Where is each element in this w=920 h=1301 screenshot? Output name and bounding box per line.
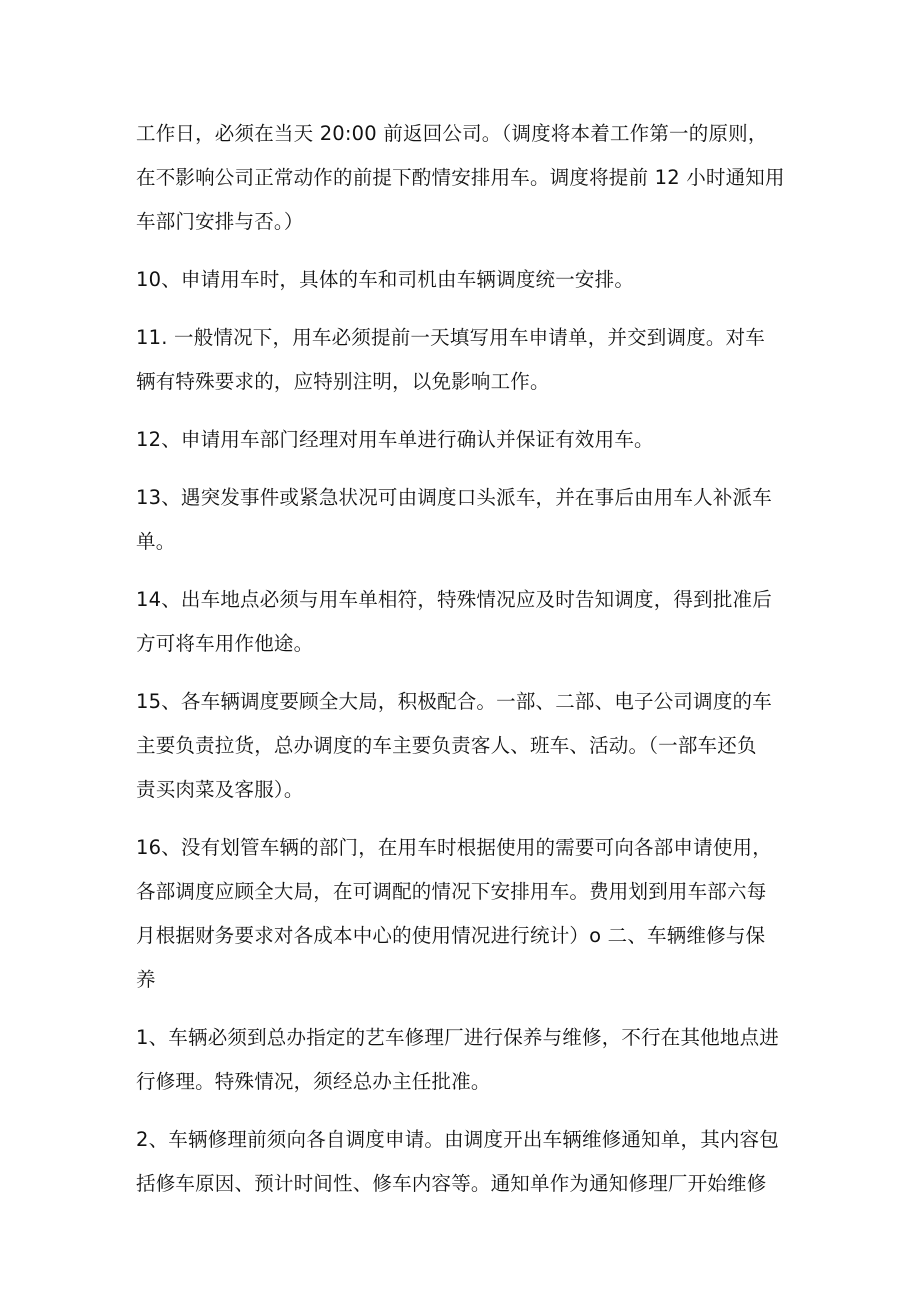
text-line: 2、车辆修理前须向各自调度申请。由调度开出车辆维修通知单，其内容包 [136,1128,780,1151]
text-line: 1、车辆必须到总办指定的艺车修理厂进行保养与维修，不行在其他地点进 [136,1026,780,1049]
paragraph-gap [136,1104,796,1118]
document-body [136,112,796,1206]
paragraph-gap [136,302,796,316]
text-line: 单。 [136,530,176,553]
text-line: 15、各车辆调度要顾全大局，积极配合。一部、二部、电子公司调度的车 [136,690,772,713]
paragraph [136,112,796,244]
paragraph [136,316,796,404]
paragraph-gap [136,404,796,418]
text-line: 13、遇突发事件或紧急状况可由调度口头派车，并在事后由用车人补派车 [136,486,772,509]
paragraph [136,476,796,564]
text-line: 养 [136,968,156,991]
paragraph [136,826,796,1002]
text-line: 在不影响公司正常动作的前提下酌情安排用车。调度将提前 12 小时通知用 [136,166,785,189]
paragraph-gap [136,462,796,476]
text-line: 14、出车地点必须与用车单相符，特殊情况应及时告知调度，得到批准后 [136,588,772,611]
paragraph-gap [136,564,796,578]
text-line: 各部调度应顾全大局，在可调配的情况下安排用车。费用划到用车部六每 [136,880,767,903]
text-line: 10、申请用车时，具体的车和司机由车辆调度统一安排。 [136,268,635,291]
text-line: 行修理。特殊情况，须经总办主任批准。 [136,1070,491,1093]
text-line: 12、申请用车部门经理对用车单进行确认并保证有效用车。 [136,428,654,451]
text-line: 月根据财务要求对各成本中心的使用情况进行统计）o 二、车辆维修与保 [136,924,766,947]
text-line: 11. 一般情况下，用车必须提前一天填写用车申请单，并交到调度。对车 [136,326,766,349]
text-line: 括修车原因、预计时间性、修车内容等。通知单作为通知修理厂开始维修 [136,1172,767,1195]
paragraph-gap [136,244,796,258]
paragraph [136,1118,796,1206]
paragraph-gap [136,812,796,826]
paragraph [136,1016,796,1104]
text-line: 工作日，必须在当天 20:00 前返回公司。（调度将本着工作第一的原则， [136,122,768,145]
paragraph-gap [136,666,796,680]
paragraph [136,680,796,812]
paragraph [136,578,796,666]
text-line: 16、没有划管车辆的部门，在用车时根据使用的需要可向各部申请使用， [136,836,772,859]
text-line: 责买肉菜及客服）。 [136,778,304,801]
paragraph [136,258,796,302]
text-line: 辆有特殊要求的，应特别注明，以免影响工作。 [136,370,550,393]
text-line: 车部门安排与否。） [136,210,304,233]
text-line: 方可将车用作他途。 [136,632,314,655]
paragraph [136,418,796,462]
text-line: 主要负责拉货，总办调度的车主要负责客人、班车、活动。（一部车还负 [136,734,757,757]
paragraph-gap [136,1002,796,1016]
